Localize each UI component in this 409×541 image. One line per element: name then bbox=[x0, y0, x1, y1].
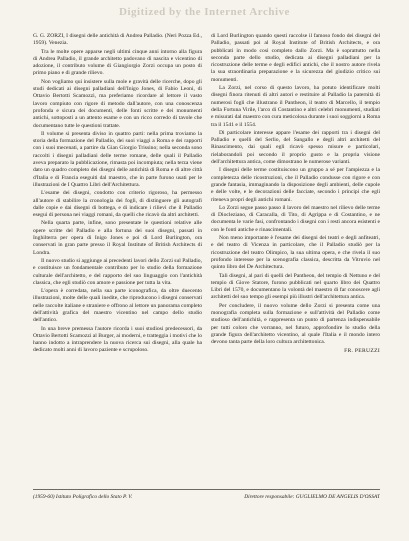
paragraph: L'esame dei disegni, condotto con criterio rigoroso, ha permesso all'autore di stabilire la cronologia dei fogli, di distinguere gli autografi dalle copie e dai disegni di bottega, e di indicare i rilievi che il Palladio eseguì di persona nei viaggi romani, da quelli che ricavò da altri architetti. bbox=[33, 190, 202, 219]
paragraph: La Zorzi, nel corso di questo lavoro, ha potuto identificare molti disegni finora ritenuti di altri autori e restituire al Palladio la paternità di numerosi fogli che illustrano il Pantheon, il teatro di Marcello, il tempio della Fortuna Virile, l'arco di Costantino e altri celebri monumenti, studiati e misurati dal maestro con cura meticolosa durante i suoi soggiorni a Roma tra il 1541 e il 1554. bbox=[211, 85, 380, 128]
paragraph: In una breve premessa l'autore ricorda i suoi studiosi predecessori, da Ottavio Bertotti Scamozzi al Burger, ai moderni, e tratteggia i motivi che lo hanno indotto a intraprendere la nuova ricerca sui disegni, alla quale ha dedicato molti anni di lavoro paziente e scrupoloso. bbox=[33, 325, 202, 354]
paragraph: L'opera è corredata, nella sua parte iconografica, da oltre duecento illustrazioni, molte delle quali inedite, che riproducono i disegni conservati nelle raccolte italiane e straniere e offrono al lettore un panorama completo dell'attività grafica del maestro vicentino nel campo dello studio dell'antico. bbox=[33, 288, 202, 324]
paragraph: Tali disegni, al pari di quelli del Pantheon, del tempio di Nettuno e del tempio di Giove Statore, furono pubblicati nel quarto libro dei Quattro Libri del 1570, e documentano la volontà del maestro di far conoscere agli architetti del suo tempo gli esempi più illustri dell'architettura antica. bbox=[211, 272, 380, 301]
paragraph: G. G. ZORZI, I disegni delle antichità di Andrea Palladio. (Neri Pozza Ed., 1959). Venezia. bbox=[33, 33, 202, 47]
paragraph: Tra le molte opere apparse negli ultimi cinque anni intorno alla figura di Andrea Palladio, il grande architetto padovano di nascita e vicentino di adozione, il contributo volume di Giangiorgio Zorzi occupa un posto di primo piano e di grande rilievo. bbox=[33, 48, 202, 77]
author-signature: FR. PERUZZI bbox=[344, 348, 380, 355]
watermark-text: Digitized by the Internet Archive bbox=[119, 6, 290, 18]
text-columns bbox=[33, 33, 380, 485]
paragraph: Nella quarta parte, infine, sono presentate le questioni relative alle opere scritte del Palladio e alla fortuna dei suoi disegni, passati in Inghilterra per opera di Inigo Jones e poi di Lord Burlington, ora conservati in gran parte presso il Royal Institute of British Architects di Londra. bbox=[33, 220, 202, 256]
paragraph: Il volume si presenta diviso in quattro parti: nella prima troviamo la storia della formazione del Palladio, dei suoi viaggi a Roma e dei rapporti con i suoi mecenati, a partire da Gian Giorgio Trissino; nella seconda sono raccolti i disegni palladiani delle terme romane, delle quali il Palladio aveva preparato la pubblicazione, rimasta poi incompiuta; nella terza viene dato un quadro completo dei disegni delle antichità di Roma e di altre città d'Italia e di Francia eseguiti dal maestro, che in parte furono usati per le illustrazioni de I Quattro Libri dell'Architettura. bbox=[33, 130, 202, 188]
printer-imprint: (1959-60) Istituto Poligrafico dello Stato P. V. bbox=[33, 494, 133, 500]
paragraph: Lo Zorzi segue passo passo il lavoro del maestro nel rilievo delle terme di Diocleziano, di Caracalla, di Tito, di Agrippa e di Costantino, e ne documenta le varie fasi, confrontando i disegni con i resti ancora esistenti e con le fonti antiche e rinascimentali. bbox=[211, 204, 380, 233]
paragraph: Per concludere, il nuovo volume dello Zorzi si presenta come una monografia completa sulla formazione e sull'attività del Palladio come studioso dell'antichità, e rappresenta un punto di partenza indispensabile per tutti coloro che vorranno, nel futuro, approfondire lo studio della grande figura dell'architetto vicentino, al quale l'Italia e il mondo intero devono tanta parte della loro cultura architettonica. bbox=[211, 302, 380, 346]
page-footer bbox=[33, 493, 380, 502]
column-left bbox=[33, 33, 202, 485]
paragraph: Non meno importante è l'esame dei disegni dei teatri e degli anfiteatri, e del teatro di Vicenza in particolare, che il Palladio studiò per la ricostruzione del teatro Olimpico, la sua ultima opera, e che rivela il suo profondo interesse per la scenografia classica, descritta da Vitruvio nel quinto libro del De Architectura. bbox=[211, 235, 380, 271]
paragraph: Il nuovo studio si aggiunge ai precedenti lavori dello Zorzi sul Palladio, e costituisce un fondamentale contributo per lo studio della formazione culturale dell'architetto, e del rapporto del suo linguaggio con l'antichità classica, che egli studiò con amore e passione per tutta la vita. bbox=[33, 257, 202, 286]
paragraph: Di particolare interesse appare l'esame dei rapporti tra i disegni del Palladio e quelli del Serlio, del Sangallo e degli altri architetti del Rinascimento, dai quali egli ricavò spesso misure e particolari, rielaborandoli poi secondo il proprio gusto e la propria visione dell'architettura antica, come dimostrano le numerose varianti. bbox=[211, 129, 380, 166]
footer-divider bbox=[33, 489, 380, 490]
column-right bbox=[211, 33, 380, 485]
paragraph: Non vogliamo qui insistere sulla mole e gravità delle ricerche, dopo gli studi dedicati ai disegni palladiani dell'Inigo Jones, di Fabio Leoni, di Ottavio Bertotti Scamozzi, ma preferiamo ricordare al lettore il vasto lavoro compiuto con rigore di metodo dall'autore, con una conoscenza profonda e sicura dei documenti, delle fonti scritte e dei monumenti antichi, sottoposti a un attento esame e con un ricco corredo di tavole che documentano tutte le questioni trattate. bbox=[33, 78, 202, 129]
paragraph: I disegni delle terme costituiscono un gruppo a sé per l'ampiezza e la completezza delle ricostruzioni, che il Palladio condusse con rigore e con grande fantasia, immaginando la disposizione degli ambienti, delle cupole e delle volte, e le decorazioni delle facciate, secondo i principi che egli riteneva propri degli antichi romani. bbox=[211, 167, 380, 203]
paragraph: di Lord Burlington quando questi raccolse il famoso fondo dei disegni del Palladio, passati poi al Royal Institute of British Architects, e ora pubblicati in modo così completo dallo Zorzi. Ma è soprattutto nella seconda parte dello studio, dedicata ai disegni palladiani per la ricostruzione delle terme e degli edifici antichi, che il nostro autore rivela la sua straordinaria preparazione e la sicurezza del giudizio critico sui monumenti. bbox=[211, 33, 380, 83]
editor-credit: Direttore responsabile: GUGLIELMO DE ANGELIS D'OSSAT bbox=[244, 494, 380, 500]
